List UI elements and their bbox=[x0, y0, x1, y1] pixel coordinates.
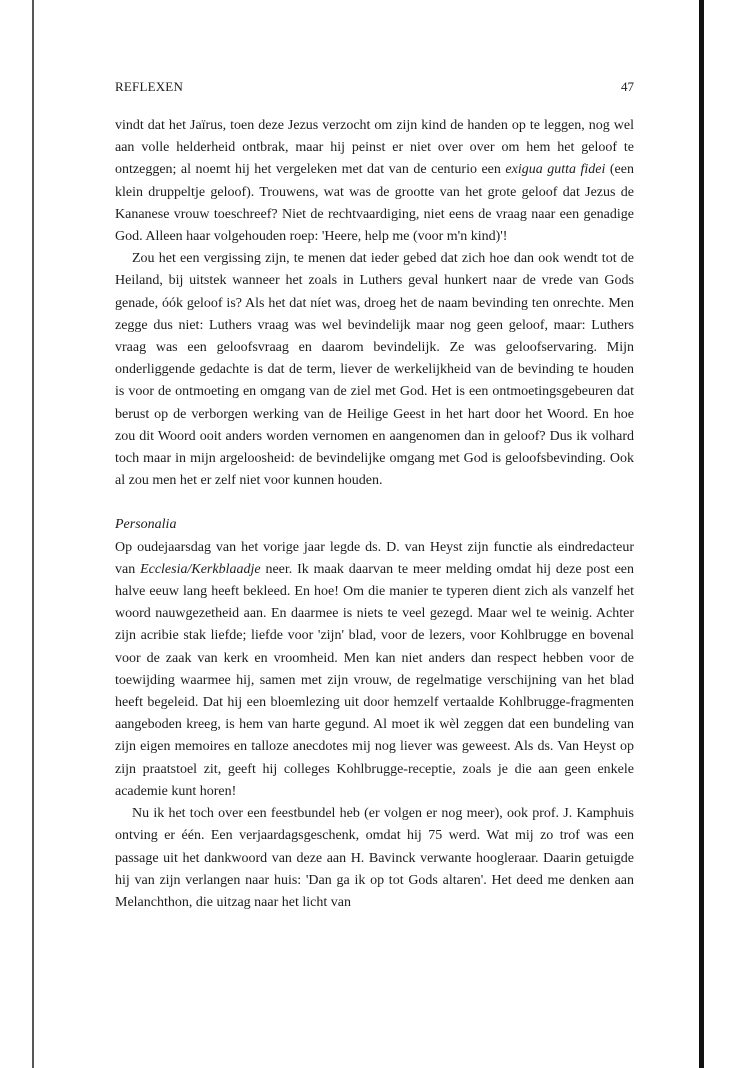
scan-right-edge bbox=[699, 0, 704, 1068]
scan-left-edge bbox=[32, 0, 34, 1068]
section-heading: Personalia bbox=[115, 517, 177, 533]
paragraph-continuation bbox=[115, 115, 634, 248]
paragraph-kamphuis: Nu ik het toch over een feestbundel heb (er volgen er nog meer), ook prof. J. Kamphuis ontving er één. Een verjaardagsgeschenk, omdat hij 75 werd. Wat mij zo trof was een passage uit het dankwoord van deze aan H. Bavinck verwante hoogleraar. Daarin getuigde hij van zijn verlangen naar huis: 'Dan ga ik op tot Gods altaren'. Het deed me denken aan Melanchthon, die uitzag naar het licht van bbox=[115, 806, 634, 910]
journal-title: Ecclesia/Kerkblaadje bbox=[140, 561, 261, 577]
running-title: REFLEXEN bbox=[115, 79, 184, 94]
body-text bbox=[115, 115, 634, 914]
page-number: 47 bbox=[621, 79, 634, 94]
page-header bbox=[115, 79, 634, 97]
paragraph-text: Op oudejaarsdag van het vorige jaar legde ds. D. van Heyst zijn functie als eindredacteur van bbox=[115, 539, 634, 577]
latin-phrase: exigua gutta fidei bbox=[505, 162, 606, 178]
paragraph-text: vindt dat het Jaïrus, toen deze Jezus verzocht om zijn kind de handen op te leggen, nog wel aan volle helderheid ontbrak, maar hij peinst er niet over over om hem het geloof te ontzeggen; al noemt hij het vergeleken met dat van de centurio een bbox=[115, 118, 634, 178]
paragraph-personalia bbox=[115, 537, 634, 803]
paragraph-bevinding: Zou het een vergissing zijn, te menen dat ieder gebed dat zich hoe dan ook wendt tot de Heiland, bij uitstek wanneer het zoals in Luthers geval hunkert naar de vrede van Gods genade, óók geloof is? Als het dat níet was, droeg het de naam bevinding ten onrechte. Men zegge dus niet: Luthers vraag was wel bevindelijk maar nog geen geloof, maar: Luthers vraag was een geloofsvraag en daarom bevindelijk. Ze was geloofservaring. Mijn onderliggende gedachte is dat de term, liever de werkelijkheid van de bevinding te houden is voor de ontmoeting en omgang van de ziel met God. Het is een ontmoetingsgebeuren dat berust op de verborgen werking van de Heilige Geest in het hart door het Woord. En hoe zou dit Woord ooit anders worden vernomen en aangenomen dan in geloof? Dus ik volhard toch maar in mijn argeloosheid: de bevindelijke omgang met God is geloofsbevinding. Ook al zou men het er zelf niet voor kunnen houden. bbox=[115, 251, 634, 489]
paragraph-text: neer. Ik maak daarvan te meer melding omdat hij deze post een halve eeuw lang heeft bekleed. En hoe! Om die manier te typeren dient zich als vanzelf het woord nauwgezetheid aan. En daarmee is niets te veel gezegd. Maar wel te weinig. Achter zijn acribie stak liefde; liefde voor 'zijn' blad, voor de lezers, voor Kohlbrugge en bovenal voor de zaak van kerk en vroomheid. Men kan niet anders dan respect hebben voor de toewijding waarmee hij, samen met zijn vrouw, de regelmatige verschijning van het blad heeft begeleid. Dat hij een bloemlezing uit door hemzelf vertaalde Kohlbrugge-fragmenten aangeboden kreeg, is hem van harte gegund. Al moet ik wèl zeggen dat een bundeling van zijn eigen memoires en talloze anecdotes mij nog liever was geweest. Als ds. Van Heyst op zijn praatstoel zit, geeft hij colleges Kohlbrugge-receptie, zoals je die aan geen enkele academie kunt horen! bbox=[115, 561, 634, 799]
paragraph-text: (een klein druppeltje geloof). Trouwens, wat was de grootte van het grote geloof dat Jezus de Kananese vrouw toeschreef? Niet de rechtvaardiging, niet eens de vraag naar een genadige God. Alleen haar volgehouden roep: 'Heere, help me (voor m'n kind)'! bbox=[115, 162, 634, 245]
